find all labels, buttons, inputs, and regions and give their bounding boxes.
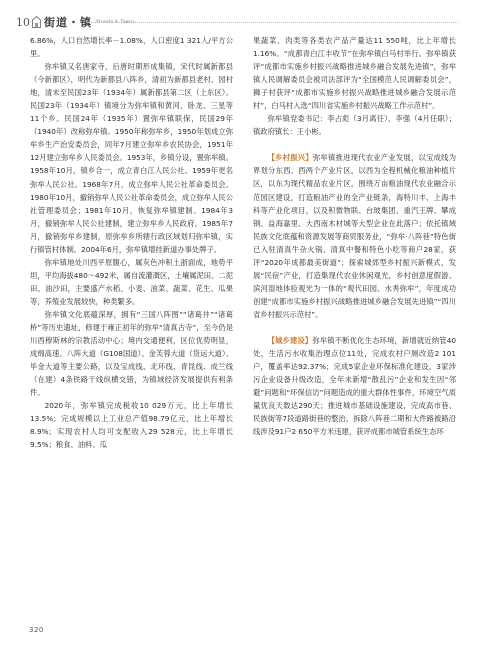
paragraph-text: 6.86%，人口自然增长率－1.08%，人口密度1 321人/平方公里。 (30, 36, 233, 59)
paragraph (30, 399, 233, 451)
section-gap (253, 321, 456, 334)
section-subtitle: Streets & Towns (96, 19, 136, 25)
section-gap (253, 138, 456, 151)
paragraph (30, 60, 233, 256)
paragraph-text: 2020年，弥牟镇完成税收10 029万元，比上年增长13.5%；完成规模以上工业总产值98.79亿元，比上年增长8.9%；实现农村人均可支配收入29 528元，比上年增长9.5%；粮食、油料、瓜 (30, 401, 233, 450)
section-label: 【城乡建设】 (267, 335, 313, 345)
paragraph (253, 34, 456, 112)
section-number: 10 (16, 15, 30, 29)
right-column (253, 34, 456, 438)
paragraph (30, 256, 233, 308)
paragraph-text: 弥牟镇推进现代农业产业发展，以宝成线为界划分东西、西两个产业片区，以西为全程机械化粮油种植片区，以东为现代精品农业片区，围绕万亩粮油现代农业融合示范园区建设，打造粮油产业的全产业链条，海特川丰、上海丰科等产业化项目，以及积微物联、台玻集团、重汽王牌、攀成钢、益海嘉里、大西南木材城等大型企业在此落户；依托镇域民族文化底蕴和资源发展等商贸服务业，“弥牟·八阵巷”特色街已入驻清真牛杂火锅、清真中餐和特色小吃等商户28家，获评“2020年成都最美街道”；探索城郊型乡村振兴新模式，发展“民宿”产业，打造集现代农业休闲观光，乡村创意度假游、滨河湿地体验观光为一体的“观代田园、水秀弥牟”，年度成功创建“成都市实施乡村振兴战略推进城乡融合发展先进镇”“四川省乡村振兴示范村”。 (253, 153, 457, 319)
paragraph-text: 弥牟镇不断优化生态环境，新增就近纳管40处，生活污水收集治理点位11处，完成农村户厕改造2 101户，覆盖率达92.37%；完成5家企业环保标准化建设，3家涉污企业设备升级改造，全年未新增“散乱污”企业和发生因“邻避”问题和“环保信访”问题造成的重大群体性事件，环境空气质量优良天数达290天；推进城市基础设施建设，完成高市巷、民族街等7段道路街巷的整治，拆除八阵巷二期和大件路被路沿线涉及91户2 650平方米违建，获评成都市城管系统生态环 (253, 335, 456, 437)
paragraph (253, 112, 456, 138)
page-number: 320 (29, 626, 44, 634)
town-icon (32, 16, 41, 28)
paragraph (30, 308, 233, 399)
paragraph-text: 弥牟镇党委书记：李占彪（3月离任），李强（4月任职）；镇政府镇长：王小彬。 (253, 114, 456, 137)
left-column (30, 34, 233, 452)
paragraph (253, 334, 456, 438)
section-title: 街道・镇 (44, 16, 92, 29)
paragraph-text: 弥牟镇文化底蕴深厚，拥有“三国八阵图”“诸葛井”“诸葛桥”等历史遗址，修建于雍正初年的弥牟“清真古寺”，至今仍是川西穆斯林的宗教活动中心；境内交通便利，区位优势明显，成绵高速、八阵大道（G108国道）、金芙蓉大道（货运大道）、毕金大道等主要公路，以及宝成线、北环线、青昆线、成兰线（在建）4条铁路干线纵横交错，为镇域经济发展提供有利条件。 (30, 309, 233, 398)
paragraph-text: 弥牟镇地处川西平原腹心，属灰色冲积土浙面成，地势平坦，平均海拔480～492米，属自流灌溉区，土壤属泥田、二泥田、油沙田，主要盛产水稻、小麦、油菜、蔬菜、花生、瓜果等，养殖业发展较快，种类繁多。 (30, 257, 233, 306)
paragraph-text: 弥牟镇又名唐家寺，后唐时期形成集镇，宋代时属新都县（今新都区），明代为新都县八阵乡，清初为新都县老村、园村地，清末至民国23年（1934年）属新都县第二区（上东区）。民国23年（1934年）镇境分为弥牟镇和黄河、卧龙、三星等11个乡。民国24年（1935年）置弥牟镇联保，民国29年（1940年）改称弥牟镇。1950年称弥牟乡，1950年划成立弥牟乡生产治安委员会，同年7月建立弥牟乡农民协会，1951年12月建立弥牟乡人民委员会。1953年，乡镇分设，置弥牟镇。1958年10月，镇乡合一，成立青白江人民公社。1959年更名弥牟人民公社。1968年7月，成立弥牟人民公社革命委员会。1980年10月，撤销弥牟人民公社革命委员会，成立弥牟人民公社管理委员会；1981年10月，恢复弥牟镇建制。1984年3月，撤销弥牟人民公社建制，建立弥牟乡人民政府。1985年7月，撤销弥牟乡建制，原弥牟乡所辖行政区域划归弥牟镇，实行镇管村体制。2004年6月，弥牟镇增挂新道办事处牌子。 (30, 62, 233, 254)
section-label: 【乡村振兴】 (267, 153, 313, 163)
paragraph (253, 151, 456, 321)
paragraph (30, 34, 233, 60)
paragraph-text: 果蔬菜、肉类等各类农产品产量达11 550吨，比上年增长1.16%。“成都青白江丰收节”在弥牟镇白马村举行。弥牟镇获评“成都市实施乡村振兴战略推进城乡融合发展先进镇”，弥牟镇人民调解委员会被司法部评为“全国模范人民调解委员会”，狮子村获评“成都市实施乡村振兴战略推进城乡融合发展示范村”，白马村入选“四川省实施乡村振兴战略工作示范村”。 (253, 36, 456, 111)
